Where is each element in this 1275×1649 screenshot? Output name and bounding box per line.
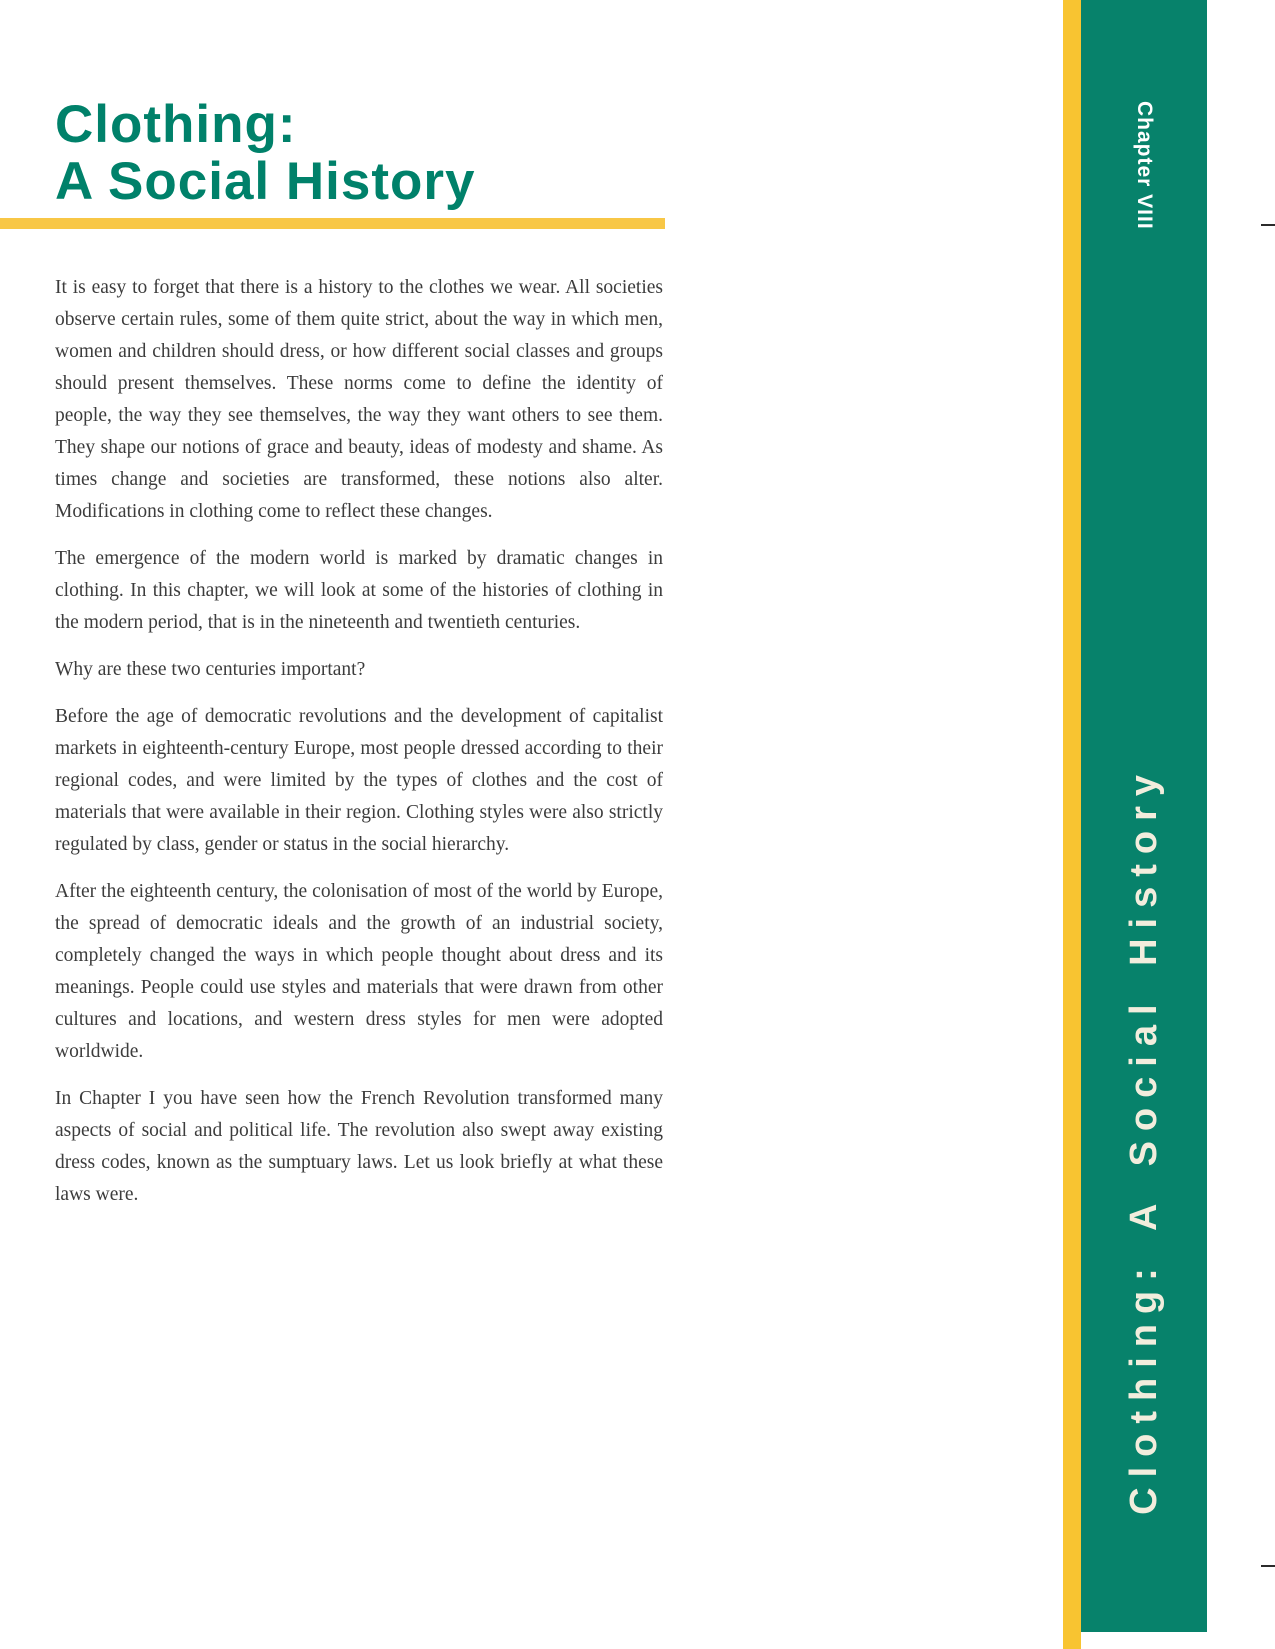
paragraph: The emergence of the modern world is marked by dramatic changes in clothing. In this chapter, we will look at some of the histories of clothing in the modern period, that is in the nineteenth and twentieth centuries. [55, 548, 663, 633]
paragraph: It is easy to forget that there is a history to the clothes we wear. All societies observe certain rules, some of them quite strict, about the way in which men, women and children should dress, or how different social classes and groups should present themselves. These norms come to define the identity of people, the way they see themselves, the way they want others to see them. They shape our notions of grace and beauty, ideas of modesty and shame. As times change and societies are transformed, these notions also alter. Modifications in clothing come to reflect these changes. [55, 277, 663, 522]
title-block [55, 96, 663, 210]
sidebar-vertical-title-text: Clothing: A Social History [1122, 765, 1165, 1515]
chapter-number-label [1081, 90, 1207, 240]
page-title [55, 96, 663, 210]
page-title-line1: Clothing: [55, 95, 297, 154]
paragraph: After the eighteenth century, the colonisation of most of the world by Europe, the spread of democratic ideals and the growth of an industrial society, completely changed the ways in which people thought about dress and its meanings. People could use styles and materials that were drawn from other cultures and locations, and western dress styles for men were adopted worldwide. [55, 881, 663, 1062]
chapter-number-text: Chapter VIII [1133, 100, 1156, 230]
page-title-line2: A Social History [55, 152, 476, 211]
paragraph: Why are these two centuries important? [55, 659, 366, 680]
sidebar-yellow-strip [1063, 0, 1081, 1649]
crop-mark-top [1261, 224, 1275, 226]
crop-mark-bottom [1261, 1565, 1275, 1567]
title-underline-rule [0, 218, 665, 229]
sidebar-vertical-title [1081, 765, 1207, 1515]
paragraph: Before the age of democratic revolutions and the development of capitalist markets in eighteenth-century Europe, most people dressed according to their regional codes, and were limited by the types of clothes and the cost of materials that were available in their region. Clothing styles were also strictly regulated by class, gender or status in the social hierarchy. [55, 706, 663, 855]
paragraph: In Chapter I you have seen how the French Revolution transformed many aspects of social and political life. The revolution also swept away existing dress codes, known as the sumptuary laws. Let us look briefly at what these laws were. [55, 1088, 663, 1205]
body-text-column [55, 272, 663, 1226]
